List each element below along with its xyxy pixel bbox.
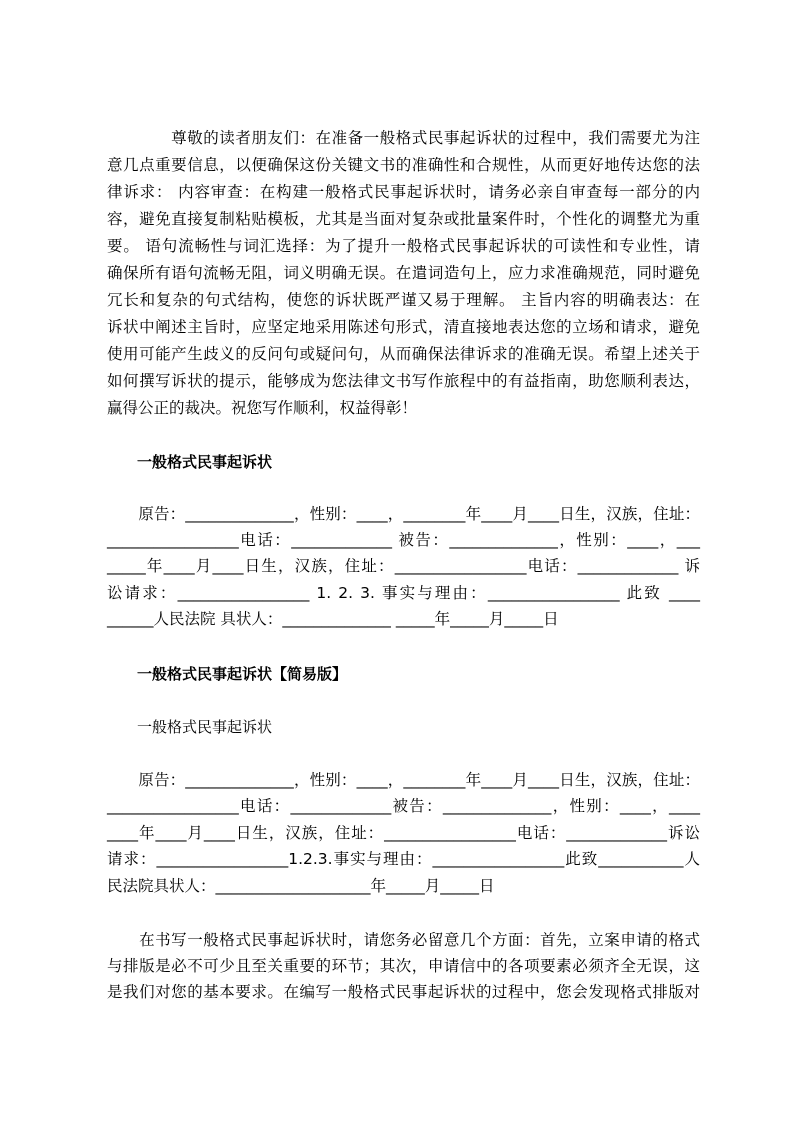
intro-line: 诉状中阐述主旨时，应坚定地采用陈述句形式，清直接地表达您的立场和请求，避免 (107, 318, 700, 336)
intro-line: 尊敬的读者朋友们：在准备一般格式民事起诉状的过程中，我们需要尤为注 (107, 129, 700, 147)
intro-line: 意几点重要信息，以便确保这份关键文书的准确性和合规性，从而更好地传达您的法 (107, 156, 700, 174)
form-line: ____年____月____日生，汉族，住址：_________________电话：_____________诉讼 (107, 824, 700, 842)
intro-line: 要。 语句流畅性与词汇选择：为了提升一般格式民事起诉状的可读性和专业性，请 (107, 237, 700, 255)
subheading: 一般格式民事起诉状 (137, 718, 273, 736)
form-line: 请求：_________________1.2.3.事实与理由：_________________此致___________人 (107, 850, 700, 868)
intro-line: 赢得公正的裁决。祝您写作顺利，权益得彰！ (107, 399, 418, 417)
intro-line: 容，避免直接复制粘贴模板，尤其是当面对复杂或批量案件时，个性化的调整尤为重 (107, 210, 700, 228)
form-line: 原告：______________，性别：____，________年____月____日生，汉族，住址： (107, 505, 700, 523)
form-line: 原告：______________，性别：____，________年____月____日生，汉族，住址： (107, 771, 700, 789)
form-line: 讼请求：_________________ 1. 2. 3. 事实与理由：_________________ 此致 ____ (107, 584, 700, 602)
form-line: 民法院具状人：____________________年_____月_____日 (107, 877, 495, 895)
form-line: _____年____月____日生，汉族，住址：_________________电话：_____________ 诉 (107, 557, 700, 575)
closing-line: 是我们对您的基本要求。在编写一般格式民事起诉状的过程中，您会发现格式排版对 (107, 983, 700, 1001)
form-line: _________________电话：_____________ 被告：______________，性别：____，___ (107, 531, 700, 549)
section-heading: 一般格式民事起诉状 (137, 453, 273, 471)
intro-line: 使用可能产生歧义的反问句或疑问句，从而确保法律诉求的准确无误。希望上述关于 (107, 345, 700, 363)
form-line: _________________电话：_____________被告：______________，性别：____，____ (107, 797, 700, 815)
intro-line: 确保所有语句流畅无阻，词义明确无误。在遣词造句上，应力求准确规范，同时避免 (107, 264, 700, 282)
closing-line: 与排版是必不可少且至关重要的环节；其次，申请信中的各项要素必须齐全无误，这 (107, 957, 700, 975)
form-line: ______人民法院 具状人：______________ _____年_____月_____日 (107, 610, 559, 628)
intro-line: 如何撰写诉状的提示，能够成为您法律文书写作旅程中的有益指南，助您顺利表达， (107, 372, 700, 390)
intro-line: 冗长和复杂的句式结构，使您的诉状既严谨又易于理解。 主旨内容的明确表达：在 (107, 291, 700, 309)
section-heading-simple: 一般格式民事起诉状【简易版】 (137, 665, 348, 683)
intro-line: 律诉求： 内容审查：在构建一般格式民事起诉状时，请务必亲自审查每一部分的内 (107, 183, 700, 201)
closing-line: 在书写一般格式民事起诉状时，请您务必留意几个方面：首先，立案申请的格式 (107, 931, 700, 949)
